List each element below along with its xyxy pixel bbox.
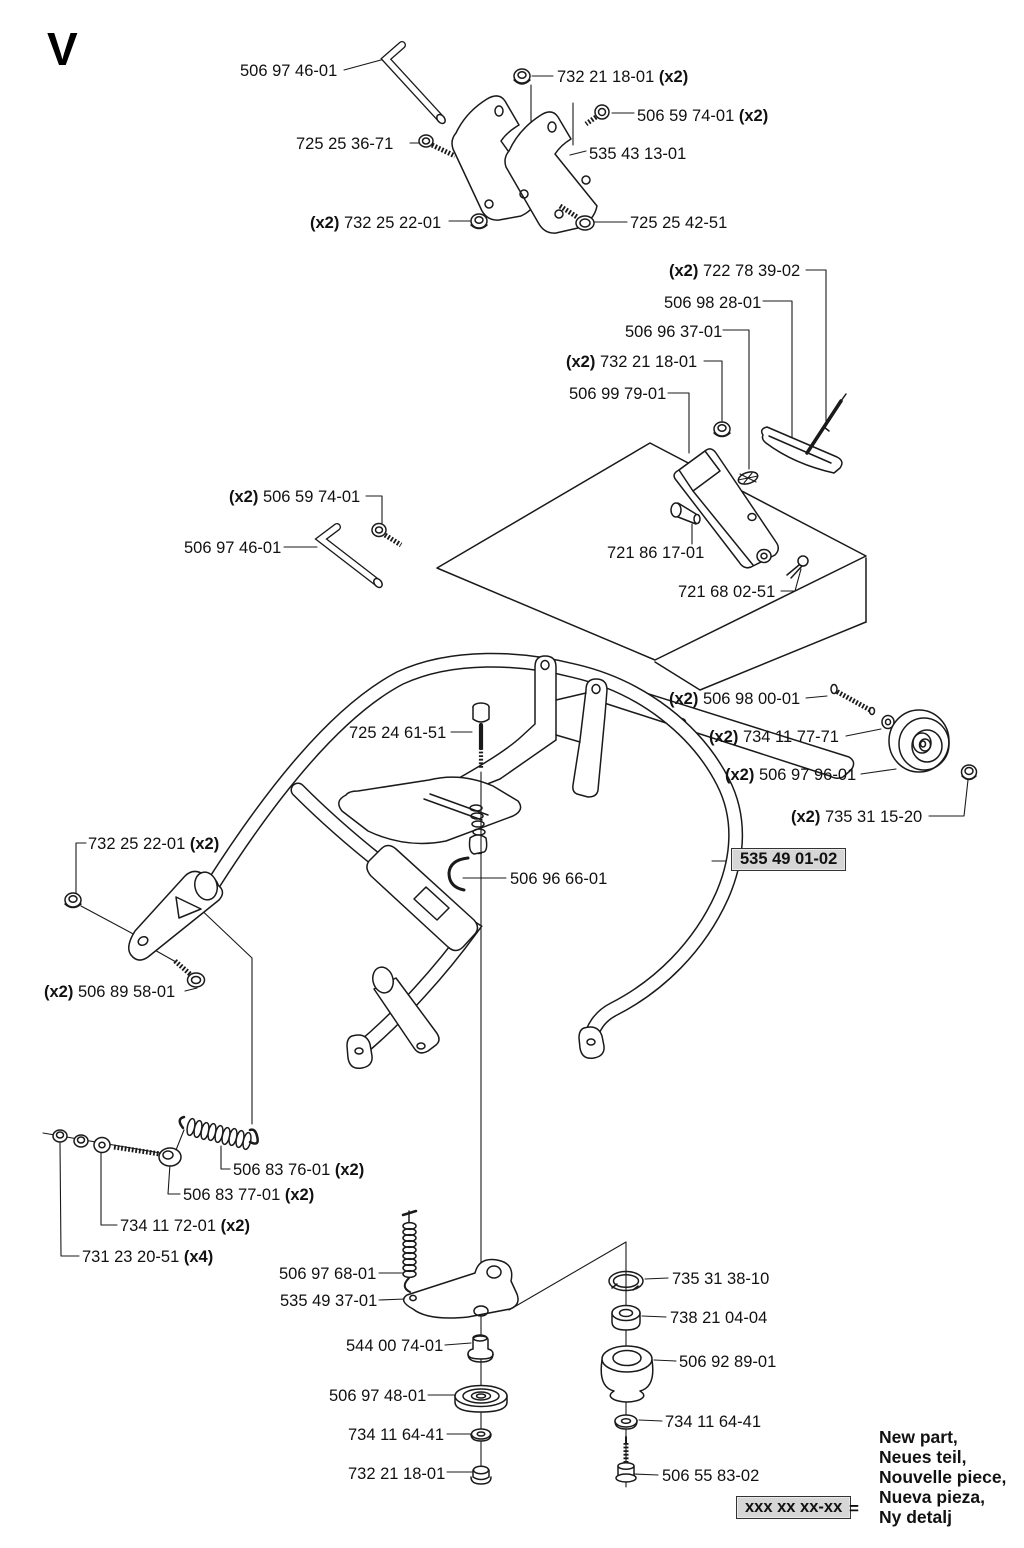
section-letter: V bbox=[47, 23, 78, 75]
handlebar-mount-strip bbox=[367, 846, 478, 951]
part-label: 506 83 77-01 (x2) bbox=[183, 1186, 315, 1204]
legend-line: New part, bbox=[879, 1427, 958, 1447]
tension-spring-506837601 bbox=[180, 1117, 258, 1150]
part-label: 506 99 79-01 bbox=[569, 385, 667, 403]
part-label: (x2) 506 97 96-01 bbox=[725, 766, 857, 784]
part-label: 544 00 74-01 bbox=[346, 1337, 444, 1355]
idler-bracket-535493701 bbox=[404, 1260, 518, 1318]
part-label: 506 83 76-01 (x2) bbox=[233, 1161, 365, 1179]
left-spring-assembly bbox=[43, 1117, 258, 1166]
right-axis-diagonal bbox=[509, 1242, 626, 1310]
screw-725253671 bbox=[419, 135, 455, 156]
handlebar bbox=[200, 660, 735, 1068]
part-label: 731 23 20-51 (x4) bbox=[82, 1248, 214, 1266]
flange-nut-732211801-mid bbox=[714, 422, 730, 437]
part-label: 725 25 42-51 bbox=[630, 214, 728, 232]
mid-rod-506974601 bbox=[321, 527, 384, 589]
part-label: 734 11 72-01 (x2) bbox=[120, 1217, 250, 1235]
legend-line: Nouvelle piece, bbox=[879, 1466, 1007, 1487]
flange-nut-732252201-left bbox=[65, 893, 81, 908]
star-washer-506963701 bbox=[737, 470, 759, 487]
grommet-506928901 bbox=[601, 1346, 653, 1402]
screw-506597401-top bbox=[586, 105, 609, 124]
part-label: 721 68 02-51 bbox=[678, 583, 776, 601]
pulley-506974801 bbox=[455, 1386, 507, 1413]
part-label: 506 97 48-01 bbox=[329, 1387, 427, 1405]
legend-new-part-text bbox=[879, 1428, 1006, 1528]
part-label: 732 25 22-01 (x2) bbox=[88, 835, 220, 853]
legend-line: Neues teil, bbox=[879, 1446, 967, 1467]
cover-plate-506982801 bbox=[762, 427, 842, 473]
pull-spring-506976801 bbox=[403, 1211, 416, 1292]
part-label: 738 21 04-04 bbox=[670, 1309, 768, 1327]
legend-line: Ny detalj bbox=[879, 1506, 952, 1527]
part-label: 506 92 89-01 bbox=[679, 1353, 777, 1371]
part-label: 725 24 61-51 bbox=[349, 724, 447, 742]
washer-734116441-right bbox=[615, 1415, 637, 1429]
mid-screw-506597401 bbox=[372, 524, 401, 546]
bushing-738210404 bbox=[612, 1306, 640, 1331]
flange-nut-732211801-bottom bbox=[471, 1466, 491, 1484]
part-label: 506 59 74-01 (x2) bbox=[637, 107, 769, 125]
part-label: 721 86 17-01 bbox=[607, 544, 705, 562]
spacer-bushing-544007401 bbox=[468, 1335, 493, 1362]
legend-placeholder-box: xxx xx xx-xx bbox=[736, 1496, 851, 1519]
part-label: 506 97 46-01 bbox=[184, 539, 282, 557]
legend-line: Nueva pieza, bbox=[879, 1486, 986, 1507]
part-label: (x2) 734 11 77-71 bbox=[709, 728, 839, 746]
legend-equals-sign: = bbox=[849, 1499, 859, 1518]
part-label: 535 49 37-01 bbox=[280, 1292, 378, 1310]
part-label: 732 21 18-01 (x2) bbox=[557, 68, 689, 86]
part-label: (x2) 506 89 58-01 bbox=[44, 983, 176, 1001]
flange-nut-732211801-top bbox=[514, 69, 530, 84]
part-label: (x2) 722 78 39-02 bbox=[669, 262, 801, 280]
left-pivot-arm bbox=[129, 870, 223, 960]
part-label: 734 11 64-41 bbox=[348, 1426, 445, 1444]
center-bolt-725246151 bbox=[473, 703, 489, 768]
handlebar-tab-right bbox=[579, 1027, 604, 1058]
part-label: 506 97 46-01 bbox=[240, 62, 338, 80]
part-label: 535 43 13-01 bbox=[589, 145, 687, 163]
part-label: (x2) 506 98 00-01 bbox=[669, 690, 801, 708]
part-label: 725 25 36-71 bbox=[296, 135, 394, 153]
part-label: 506 98 28-01 bbox=[664, 294, 762, 312]
part-label: (x2) 735 31 15-20 bbox=[791, 808, 923, 826]
part-label: 735 31 38-10 bbox=[672, 1270, 770, 1288]
part-label: 506 96 37-01 bbox=[625, 323, 723, 341]
part-label: 506 55 83-02 bbox=[662, 1467, 760, 1485]
part-label: 734 11 64-41 bbox=[665, 1413, 762, 1431]
part-label: (x2) 732 25 22-01 bbox=[310, 214, 442, 232]
new-part-number-box: 535 49 01-02 bbox=[731, 848, 846, 871]
bolt-506895801 bbox=[175, 961, 205, 987]
part-label: (x2) 732 21 18-01 bbox=[566, 353, 698, 371]
part-label: 506 96 66-01 bbox=[510, 870, 608, 888]
part-label: (x2) 506 59 74-01 bbox=[229, 488, 361, 506]
part-label: 732 21 18-01 bbox=[348, 1465, 446, 1483]
flange-nut-732252201-top bbox=[471, 214, 487, 229]
handlebar-tab-left bbox=[347, 1035, 372, 1068]
part-label: 506 97 68-01 bbox=[279, 1265, 377, 1283]
cotter-pin-721680251 bbox=[787, 556, 808, 578]
washer-734116441-center bbox=[471, 1429, 491, 1441]
